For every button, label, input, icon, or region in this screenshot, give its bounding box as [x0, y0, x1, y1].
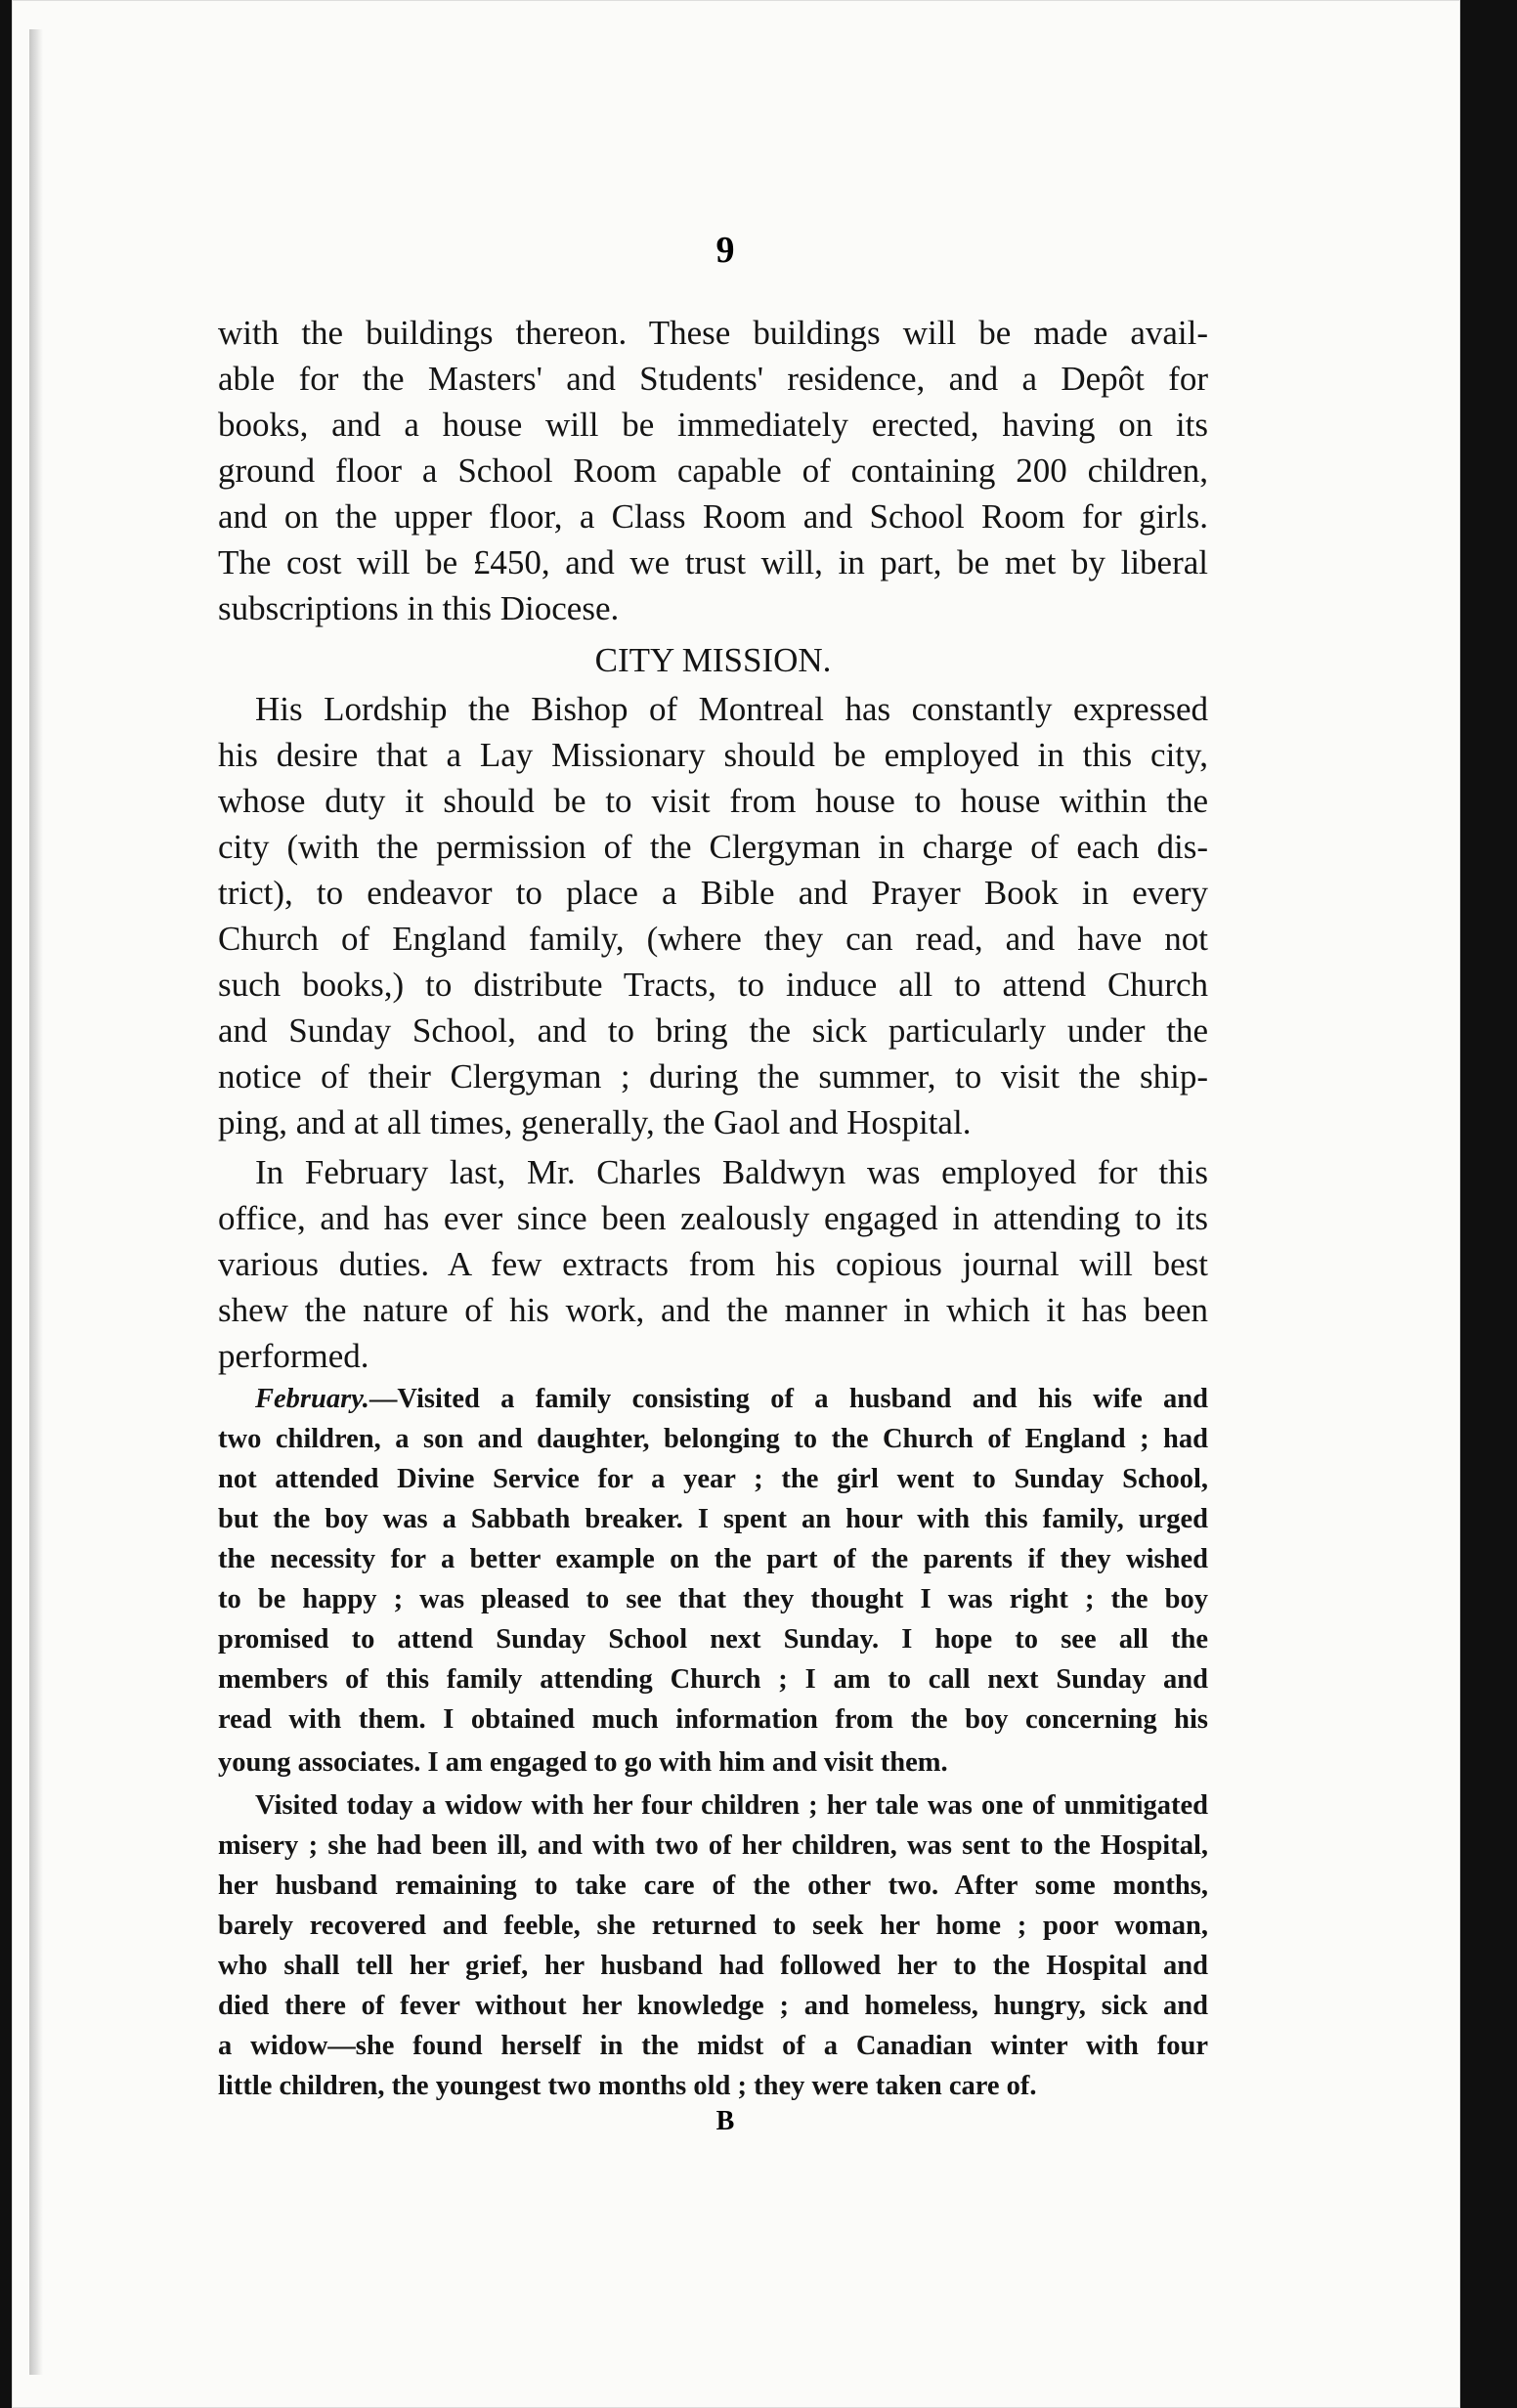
- text-line: performed.: [218, 1337, 369, 1375]
- text-line: The cost will be £450, and we trust will, in part, be met by liberal: [218, 543, 1208, 581]
- text-line: whose duty it should be to visit from house to house within the: [218, 782, 1208, 820]
- text-line: subscriptions in this Diocese.: [218, 589, 620, 627]
- journal-line: to be happy ; was pleased to see that they thought I was right ; the boy: [218, 1584, 1208, 1614]
- journal-line: her husband remaining to take care of the other two. After some months,: [218, 1870, 1208, 1901]
- text-line: and on the upper floor, a Class Room and School Room for girls.: [218, 497, 1208, 536]
- text-line: books, and a house will be immediately erected, having on its: [218, 406, 1208, 444]
- section-heading: CITY MISSION.: [594, 641, 832, 679]
- text-line: with the buildings thereon. These buildings will be made avail-: [218, 314, 1208, 352]
- journal-line: barely recovered and feeble, she returned to seek her home ; poor woman,: [218, 1911, 1208, 1941]
- text-line: his desire that a Lay Missionary should be employed in this city,: [218, 736, 1208, 774]
- journal-line: read with them. I obtained much information from the boy concerning his: [218, 1704, 1208, 1735]
- text-line: various duties. A few extracts from his copious journal will best: [218, 1245, 1208, 1283]
- signature-mark: B: [715, 2106, 735, 2136]
- text-line: Church of England family, (where they can read, and have not: [218, 920, 1208, 958]
- journal-line: died there of fever without her knowledge ; and homeless, hungry, sick and: [218, 1991, 1208, 2021]
- text-line: city (with the permission of the Clergyman in charge of each dis-: [218, 828, 1208, 866]
- journal-line: who shall tell her grief, her husband had followed her to the Hospital and: [218, 1951, 1208, 1981]
- text-line: and Sunday School, and to bring the sick particularly under the: [218, 1011, 1208, 1050]
- journal-line: the necessity for a better example on the part of the parents if they wished: [218, 1544, 1208, 1574]
- journal-line: not attended Divine Service for a year ; the girl went to Sunday School,: [218, 1464, 1208, 1494]
- journal-line: members of this family attending Church ; I am to call next Sunday and: [218, 1664, 1208, 1695]
- text-line: ground floor a School Room capable of containing 200 children,: [218, 452, 1208, 490]
- text-line: able for the Masters' and Students' residence, and a Depôt for: [218, 360, 1208, 398]
- journal-line: promised to attend Sunday School next Sunday. I hope to see all the: [218, 1624, 1208, 1655]
- text-line: His Lordship the Bishop of Montreal has constantly expressed: [255, 690, 1208, 728]
- text-line: shew the nature of his work, and the manner in which it has been: [218, 1291, 1208, 1329]
- text-line: such books,) to distribute Tracts, to induce all to attend Church: [218, 966, 1208, 1004]
- journal-line: two children, a son and daughter, belonging to the Church of England ; had: [218, 1424, 1208, 1454]
- journal-line: young associates. I am engaged to go with him and visit them.: [218, 1747, 948, 1778]
- book-page: [12, 0, 1460, 2408]
- journal-line: February.—Visited a family consisting of a husband and his wife and: [255, 1384, 1208, 1414]
- journal-line: a widow—she found herself in the midst of a Canadian winter with four: [218, 2031, 1208, 2061]
- text-line: In February last, Mr. Charles Baldwyn was employed for this: [255, 1153, 1208, 1191]
- text-line: ping, and at all times, generally, the Gaol and Hospital.: [218, 1103, 972, 1141]
- page-number: 9: [715, 230, 735, 271]
- journal-line: Visited today a widow with her four children ; her tale was one of unmitigated: [255, 1790, 1208, 1821]
- journal-date: February.: [255, 1384, 369, 1414]
- text-line: trict), to endeavor to place a Bible and Prayer Book in every: [218, 874, 1208, 912]
- journal-line: misery ; she had been ill, and with two of her children, was sent to the Hospital,: [218, 1830, 1208, 1861]
- text-line: notice of their Clergyman ; during the summer, to visit the ship-: [218, 1057, 1208, 1096]
- binding-shadow: [29, 29, 43, 2375]
- journal-line: but the boy was a Sabbath breaker. I spent an hour with this family, urged: [218, 1504, 1208, 1534]
- text-line: office, and has ever since been zealously engaged in attending to its: [218, 1199, 1208, 1237]
- journal-line: little children, the youngest two months old ; they were taken care of.: [218, 2071, 1037, 2101]
